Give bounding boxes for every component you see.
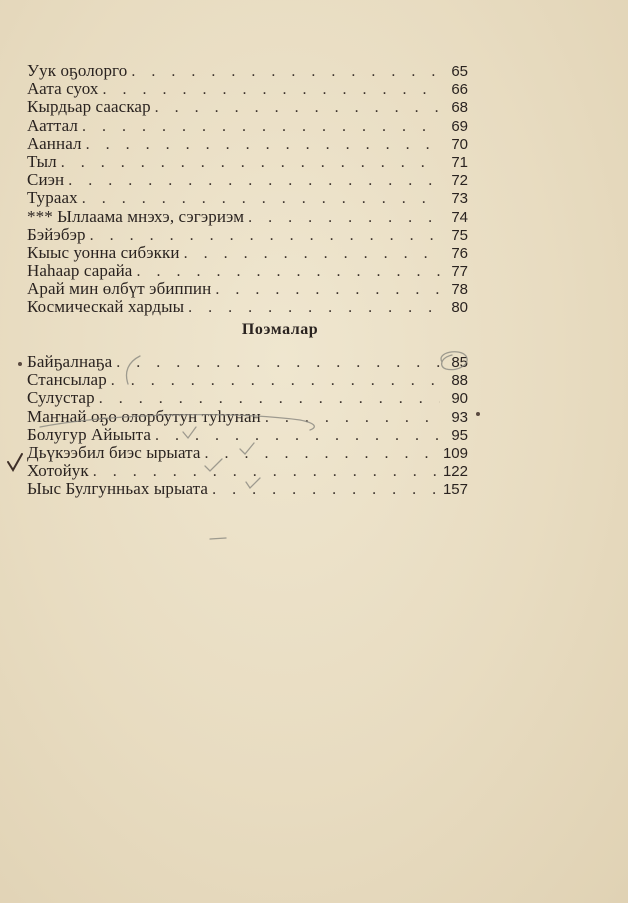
toc-entry-title: Байҕалнаҕа bbox=[27, 352, 113, 371]
toc-entry-title: *** Ыллаама мнэхэ, сэгэриэм bbox=[27, 206, 245, 226]
toc-entry-page: 71 bbox=[451, 153, 468, 171]
toc-entry[interactable] bbox=[27, 262, 468, 280]
toc-entry-title: Ыыс Булгунньах ырыата bbox=[27, 479, 209, 499]
toc-entry[interactable] bbox=[27, 426, 468, 444]
toc-entry-page: 73 bbox=[451, 190, 468, 208]
toc-entry[interactable] bbox=[27, 171, 468, 189]
dot-leader bbox=[188, 299, 440, 317]
dot-leader bbox=[155, 99, 440, 117]
toc-entry-page: 66 bbox=[451, 81, 468, 99]
toc-entry-page: 85 bbox=[451, 354, 468, 371]
toc-entry-page: 68 bbox=[451, 99, 468, 117]
toc-entry-page: 109 bbox=[442, 444, 468, 462]
toc-entry-page: 80 bbox=[451, 299, 468, 317]
toc-entry-title: Стансылар bbox=[27, 370, 107, 390]
toc-entry-page: 122 bbox=[442, 463, 468, 481]
pencil-dot-icon bbox=[476, 412, 480, 416]
toc-entry-page: 70 bbox=[451, 135, 468, 153]
toc-entry-title: Дьүкээбил биэс ырыата bbox=[27, 442, 201, 462]
toc-entry[interactable] bbox=[27, 117, 468, 135]
toc-entry[interactable] bbox=[27, 280, 468, 298]
dot-leader bbox=[111, 372, 440, 390]
dot-leader bbox=[102, 81, 440, 99]
toc-entry-page: 157 bbox=[442, 481, 468, 499]
toc-entry-title: Уук оҕолорго bbox=[27, 61, 128, 80]
toc-entry[interactable] bbox=[27, 62, 468, 80]
dot-leader bbox=[248, 209, 440, 227]
ink-check-icon bbox=[8, 454, 22, 470]
toc-entry-page: 76 bbox=[451, 244, 468, 262]
toc-entry[interactable] bbox=[27, 444, 468, 462]
dot-leader bbox=[212, 481, 439, 499]
toc-entry[interactable] bbox=[27, 226, 468, 244]
toc-entry-page: 90 bbox=[451, 390, 468, 408]
toc-entry-page: 77 bbox=[451, 263, 468, 281]
toc-entry-title: Аата суох bbox=[27, 79, 99, 99]
toc-entry-title: Ааттал bbox=[27, 115, 79, 135]
toc-entry-title: Арай мин өлбүт эбиппин bbox=[27, 279, 212, 299]
dot-leader bbox=[131, 63, 440, 81]
contents-list-long-poems bbox=[27, 353, 468, 499]
toc-entry-title: Кырдьар сааскар bbox=[27, 97, 151, 117]
dot-leader bbox=[116, 354, 440, 372]
toc-entry[interactable] bbox=[27, 98, 468, 116]
toc-entry[interactable] bbox=[27, 189, 468, 207]
toc-entry[interactable] bbox=[27, 353, 468, 371]
toc-entry-page: 74 bbox=[451, 208, 468, 226]
toc-entry-title: Сиэн bbox=[27, 170, 65, 190]
dot-leader bbox=[265, 409, 440, 427]
pencil-line-icon bbox=[210, 538, 226, 539]
toc-entry-page: 78 bbox=[451, 281, 468, 299]
toc-entry[interactable] bbox=[27, 480, 468, 498]
toc-entry-title: Болугур Айыыта bbox=[27, 424, 152, 444]
dot-leader bbox=[82, 190, 440, 208]
toc-entry-title: Ааннал bbox=[27, 133, 82, 153]
dot-leader bbox=[90, 227, 440, 245]
toc-entry[interactable] bbox=[27, 462, 468, 480]
dot-leader bbox=[61, 154, 440, 172]
toc-entry-title: Кыыс уонна сибэкки bbox=[27, 242, 180, 262]
toc-entry[interactable] bbox=[27, 298, 468, 316]
toc-entry[interactable] bbox=[27, 153, 468, 171]
dot-leader bbox=[86, 136, 440, 154]
toc-entry[interactable] bbox=[27, 371, 468, 389]
toc-entry[interactable] bbox=[27, 244, 468, 262]
toc-entry-page: 75 bbox=[451, 226, 468, 244]
toc-entry-page: 93 bbox=[451, 408, 468, 426]
toc-entry-title: Тураах bbox=[27, 188, 78, 208]
toc-entry-title: Сулустар bbox=[27, 388, 95, 408]
dot-leader bbox=[68, 172, 440, 190]
toc-entry-title: Хотойук bbox=[27, 461, 89, 481]
toc-entry-title: Наһаар сарайа bbox=[27, 261, 133, 281]
contents-list-poems bbox=[27, 62, 468, 317]
toc-entry-title: Маҥнай оҕо олорбутун туһунан bbox=[27, 406, 261, 426]
toc-entry[interactable] bbox=[27, 80, 468, 98]
dot-leader bbox=[82, 118, 440, 136]
toc-entry-title: Бэйэбэр bbox=[27, 224, 86, 244]
toc-entry[interactable] bbox=[27, 408, 468, 426]
section-heading: Поэмалар bbox=[241, 321, 319, 338]
dot-leader bbox=[184, 245, 440, 263]
dot-leader bbox=[205, 445, 439, 463]
toc-entry[interactable] bbox=[27, 389, 468, 407]
dot-leader bbox=[215, 281, 440, 299]
dot-leader bbox=[99, 390, 440, 408]
toc-entry-title: Космическай хардыы bbox=[27, 297, 185, 317]
toc-entry-page: 69 bbox=[451, 117, 468, 135]
toc-entry-page: 72 bbox=[451, 172, 468, 190]
toc-entry-page: 88 bbox=[451, 372, 468, 390]
toc-entry[interactable] bbox=[27, 208, 468, 226]
toc-entry-page: 95 bbox=[451, 426, 468, 444]
toc-entry[interactable] bbox=[27, 135, 468, 153]
toc-entry-title: Тыл bbox=[27, 151, 57, 171]
pencil-dot-icon bbox=[18, 362, 22, 366]
toc-entry-page: 65 bbox=[451, 63, 468, 80]
